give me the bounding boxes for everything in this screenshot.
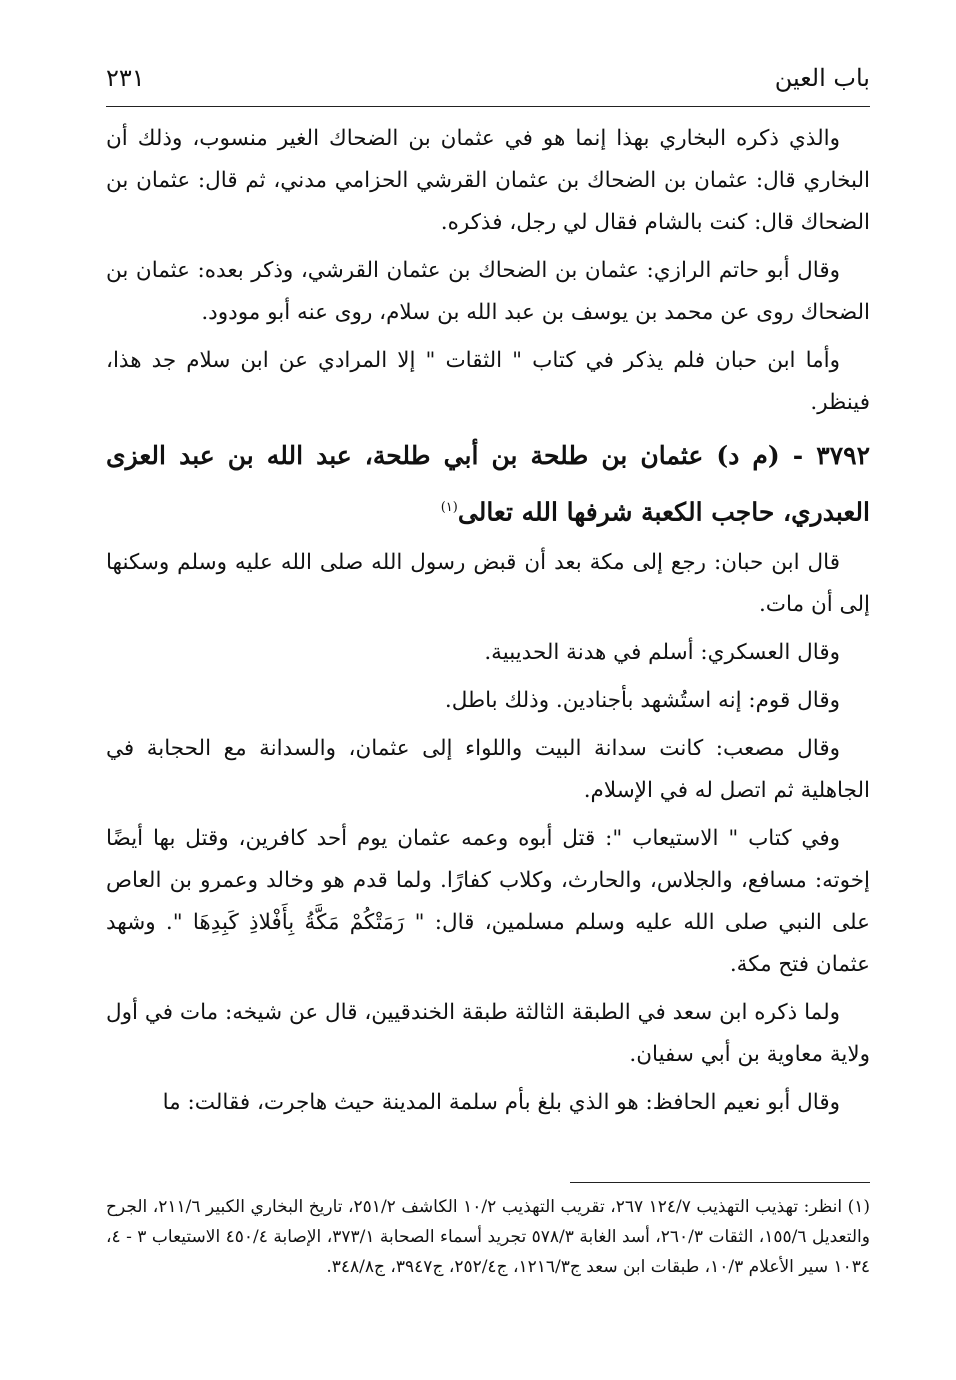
paragraph-4: قال ابن حبان: رجع إلى مكة بعد أن قبض رسول الله صلى الله عليه وسلم وسكنها إلى أن مات. bbox=[106, 550, 870, 618]
footnotes bbox=[106, 1192, 870, 1282]
paragraph-8: وفي كتاب " الاستيعاب ": قتل أبوه وعمه عثمان يوم أحد كافرين، وقتل بها أيضًا إخوته: مسافع، والجلاس، والحارث، وكلاب كفارًا. ولما قدم هو وخالد وعمرو بن العاص على النبي صلى الله عليه وسلم مسلمين، قال: " رَمَتْكُمْ مَكَّةُ بِأَفْلاذِ كَبِدِهَا ". وشهد عثمان فتح مكة. bbox=[106, 826, 870, 978]
paragraph-1: والذي ذكره البخاري بهذا إنما هو في عثمان بن الضحاك الغير منسوب، وذلك أن البخاري قال: عثمان بن الضحاك بن عثمان القرشي الحزامي مدني، ثم قال: عثمان بن الضحاك قال: كنت بالشام فقال لي رجل، فذكره. bbox=[106, 126, 870, 235]
paragraph-6: وقال قوم: إنه استُشهد بأجنادين. وذلك باطل. bbox=[444, 688, 840, 714]
paragraph-10: وقال أبو نعيم الحافظ: هو الذي بلغ بأم سلمة المدينة حيث هاجرت، فقالت: ما bbox=[162, 1090, 840, 1116]
chapter-title: باب العين bbox=[774, 64, 870, 92]
main-text bbox=[106, 118, 870, 1130]
paragraph-3: وأما ابن حبان فلم يذكر في كتاب " الثقات " إلا المرادي عن ابن سلام جد هذا، فينظر. bbox=[106, 348, 870, 415]
page-number: ٢٣١ bbox=[106, 64, 145, 92]
entry-heading-text: ٣٧٩٢ - (م د) عثمان بن طلحة بن أبي طلحة، عبد الله بن عبد العزى العبدري، حاجب الكعبة شرفها الله تعالى bbox=[106, 441, 870, 527]
footnote-ref: (١) bbox=[440, 500, 458, 515]
paragraph-9: ولما ذكره ابن سعد في الطبقة الثالثة طبقة الخندقيين، قال عن شيخه: مات في أول ولاية معاوية بن أبي سفيان. bbox=[106, 1000, 870, 1068]
footnote-1: (١) انظر: تهذيب التهذيب ١٢٤/٧ ٢٦٧، تقريب التهذيب ١٠/٢ الكاشف ٢٥١/٢، تاريخ البخاري الكبير ٢١١/٦، الجرح والتعديل ١٥٥/٦، الثقات ٢٦٠/٣، أسد الغابة ٥٧٨/٣ تجريد أسماء الصحابة ٣٧٣/١، الإصابة ٤٥٠/٤ الاستيعاب ٣ - ٤، ١٠٣٤ سير الأعلام ١٠/٣، طبقات ابن سعد ج١٢١٦/٣، ج٢٥٢/٤، ج٣٩٤٧، ج٣٤٨/٨. bbox=[106, 1197, 871, 1277]
paragraph-2: وقال أبو حاتم الرازي: عثمان بن الضحاك بن عثمان القرشي، وذكر بعده: عثمان بن الضحاك روى عن محمد بن يوسف بن عبد الله بن سلام، روى عنه أبو مودود. bbox=[106, 258, 870, 325]
entry-heading bbox=[106, 430, 870, 538]
running-header bbox=[106, 62, 870, 107]
paragraph-5: وقال العسكري: أسلم في هدنة الحديبية. bbox=[484, 640, 840, 666]
paragraph-7: وقال مصعب: كانت سدانة البيت واللواء إلى عثمان، والسدانة مع الحجابة في الجاهلية ثم اتصل له في الإسلام. bbox=[106, 736, 870, 804]
footnote-divider bbox=[570, 1182, 870, 1183]
